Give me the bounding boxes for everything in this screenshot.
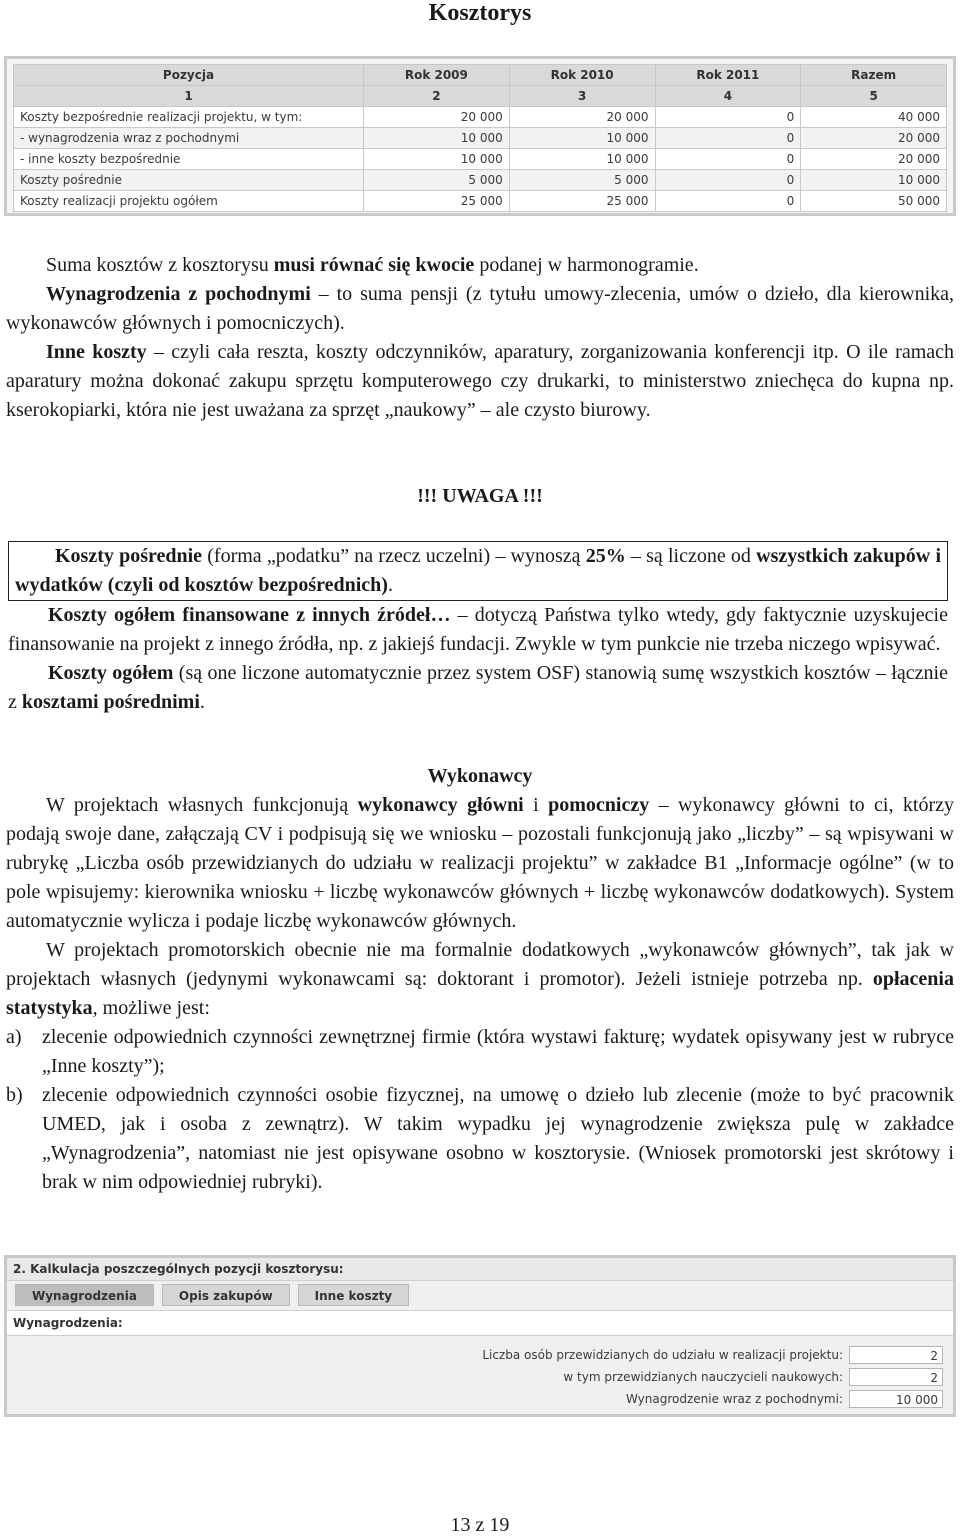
body-text-top: [6, 251, 954, 425]
wykonawcy-heading: Wykonawcy: [427, 765, 533, 787]
nauczyciele-field[interactable]: 2: [849, 1368, 943, 1386]
field-row-liczba-osob: [7, 1344, 953, 1366]
cell-2011: 0: [655, 170, 801, 191]
field-label: Wynagrodzenie wraz z pochodnymi:: [625, 1392, 843, 1406]
cell-2009: 20 000: [364, 107, 510, 128]
field-label: w tym przewidzianych nauczycieli naukowych:: [563, 1370, 843, 1384]
col-header-2009: Rok 2009: [364, 65, 510, 86]
col-header-pozycja: Pozycja: [14, 65, 364, 86]
cell-2011: 0: [655, 107, 801, 128]
cost-table: [13, 64, 947, 212]
paragraph-inne-koszty: Inne koszty – czyli cała reszta, koszty odczynników, aparatury, zorganizowania konferencji itp. O ile ramach aparatury można dokonać zakupu sprzętu komputerowego czy drukarki, to ministerstwo zniechęca do kupna np. kserokopiarki, która nie jest uważana za sprzęt „naukowy” – ale czysto biurowy.: [6, 341, 954, 421]
paragraph-wynagrodzenia: Wynagrodzenia z pochodnymi – to suma pensji (z tytułu umowy-zlecenia, umów o dzieło, dla kierownika, wykonawców głównych i pomocniczych).: [6, 283, 954, 334]
cell-2011: 0: [655, 191, 801, 212]
tab-wynagrodzenia[interactable]: Wynagrodzenia: [15, 1284, 154, 1306]
table-row: [14, 107, 947, 128]
cell-2011: 0: [655, 128, 801, 149]
table-row: [14, 170, 947, 191]
col-number: 2: [364, 86, 510, 107]
cell-2010: 25 000: [509, 191, 655, 212]
paragraph-koszty-posrednie: Koszty pośrednie (forma „podatku” na rzecz uczelni) – wynoszą 25% – są liczone od wszystkich zakupów i wydatków (czyli od kosztów bezpośrednich).: [8, 541, 948, 601]
col-number: 1: [14, 86, 364, 107]
row-label: Koszty realizacji projektu ogółem: [14, 191, 364, 212]
cell-2009: 5 000: [364, 170, 510, 191]
cell-2009: 10 000: [364, 128, 510, 149]
field-label: Liczba osób przewidzianych do udziału w realizacji projektu:: [482, 1348, 843, 1362]
paragraph-promotorskie: W projektach promotorskich obecnie nie ma formalnie dodatkowych „wykonawców głównych”, tak jak w projektach własnych (jedynymi wykonawcami są: doktorant i promotor). Jeżeli istnieje potrzeba np. opłacenia statystyka, możliwe jest:: [6, 939, 954, 1019]
kalkulacja-tabs: [7, 1281, 953, 1310]
paragraph-inne-zrodla: Koszty ogółem finansowane z innych źródeł… – dotyczą Państwa tylko wtedy, gdy faktycznie uzyskujecie finansowanie na projekt z innego źródła, np. z jakiejś fundacji. Zwykle w tym punkcie nie trzeba niczego wpisywać.: [8, 604, 948, 655]
col-number: 3: [509, 86, 655, 107]
col-number: 4: [655, 86, 801, 107]
cell-2010: 10 000: [509, 149, 655, 170]
row-label: - inne koszty bezpośrednie: [14, 149, 364, 170]
page-title: Kosztorys: [428, 0, 532, 26]
cell-total: 20 000: [801, 128, 947, 149]
tab-opis-zakupow[interactable]: Opis zakupów: [162, 1284, 290, 1306]
cell-2009: 25 000: [364, 191, 510, 212]
body-text-middle: [8, 541, 948, 717]
cell-2011: 0: [655, 149, 801, 170]
liczba-osob-field[interactable]: 2: [849, 1346, 943, 1364]
table-row: [14, 128, 947, 149]
paragraph-koszty-ogolem: Koszty ogółem (są one liczone automatycznie przez system OSF) stanowią sumę wszystkich kosztów – łącznie z kosztami pośrednimi.: [8, 662, 948, 713]
kalkulacja-screenshot: [4, 1255, 956, 1417]
row-label: Koszty bezpośrednie realizacji projektu, w tym:: [14, 107, 364, 128]
uwaga-heading: !!! UWAGA !!!: [417, 485, 543, 507]
cell-total: 50 000: [801, 191, 947, 212]
paragraph-suma: Suma kosztów z kosztorysu musi równać się kwocie podanej w harmonogramie.: [46, 254, 699, 276]
list-item: a) zlecenie odpowiednich czynności zewnętrznej firmie (która wystawi fakturę; wydatek opisywany jest w rubryce „Inne koszty”);: [6, 1026, 954, 1077]
row-label: Koszty pośrednie: [14, 170, 364, 191]
wynagrodzenie-field[interactable]: 10 000: [849, 1390, 943, 1408]
cell-2009: 10 000: [364, 149, 510, 170]
cell-total: 20 000: [801, 149, 947, 170]
body-text-wykonawcy: [6, 762, 954, 1197]
field-row-wynagrodzenie: [7, 1388, 953, 1410]
options-list: [6, 1023, 954, 1197]
paragraph-wykonawcy-wlasne: W projektach własnych funkcjonują wykonawcy główni i pomocniczy – wykonawcy główni to ci, którzy podają swoje dane, załączają CV i podpisują się we wniosku – pozostali funkcjonują jako „liczby” – są wpisywani w rubrykę „Liczba osób przewidzianych do udziału w realizacji projektu” w zakładce B1 „Informacje ogólne” (w to pole wpisujemy: kierownika wniosku + liczbę wykonawców głównych + liczbę wykonawców dodatkowych). System automatycznie wylicza i podaje liczbę wykonawców głównych.: [6, 794, 954, 932]
tab-inne-koszty[interactable]: Inne koszty: [298, 1284, 409, 1306]
cost-table-number-row: [14, 86, 947, 107]
kalkulacja-heading: 2. Kalkulacja poszczególnych pozycji kosztorysu:: [7, 1258, 953, 1281]
cost-table-header-row: [14, 65, 947, 86]
cell-2010: 10 000: [509, 128, 655, 149]
list-item: b) zlecenie odpowiednich czynności osobie fizycznej, na umowę o dzieło lub zlecenie (może to być pracownik UMED, jak i osoba z zewnątrz). W takim wypadku jej wynagrodzenie zwiększa pulę w zakładce „Wynagrodzenia”, natomiast nie jest opisywane osobno w kosztorysie. (Wniosek promotorski jest skrótowy i brak w nim odpowiedniej rubryki).: [6, 1084, 954, 1193]
table-row: [14, 149, 947, 170]
wynagrodzenia-subheading: Wynagrodzenia:: [7, 1310, 953, 1336]
cell-2010: 20 000: [509, 107, 655, 128]
cell-total: 40 000: [801, 107, 947, 128]
row-label: - wynagrodzenia wraz z pochodnymi: [14, 128, 364, 149]
field-row-nauczyciele: [7, 1366, 953, 1388]
col-header-2011: Rok 2011: [655, 65, 801, 86]
cell-total: 10 000: [801, 170, 947, 191]
page-number: 13 z 19: [450, 1514, 510, 1536]
cell-2010: 5 000: [509, 170, 655, 191]
col-header-2010: Rok 2010: [509, 65, 655, 86]
col-number: 5: [801, 86, 947, 107]
cost-table-screenshot: [4, 56, 956, 216]
table-row: [14, 191, 947, 212]
col-header-razem: Razem: [801, 65, 947, 86]
